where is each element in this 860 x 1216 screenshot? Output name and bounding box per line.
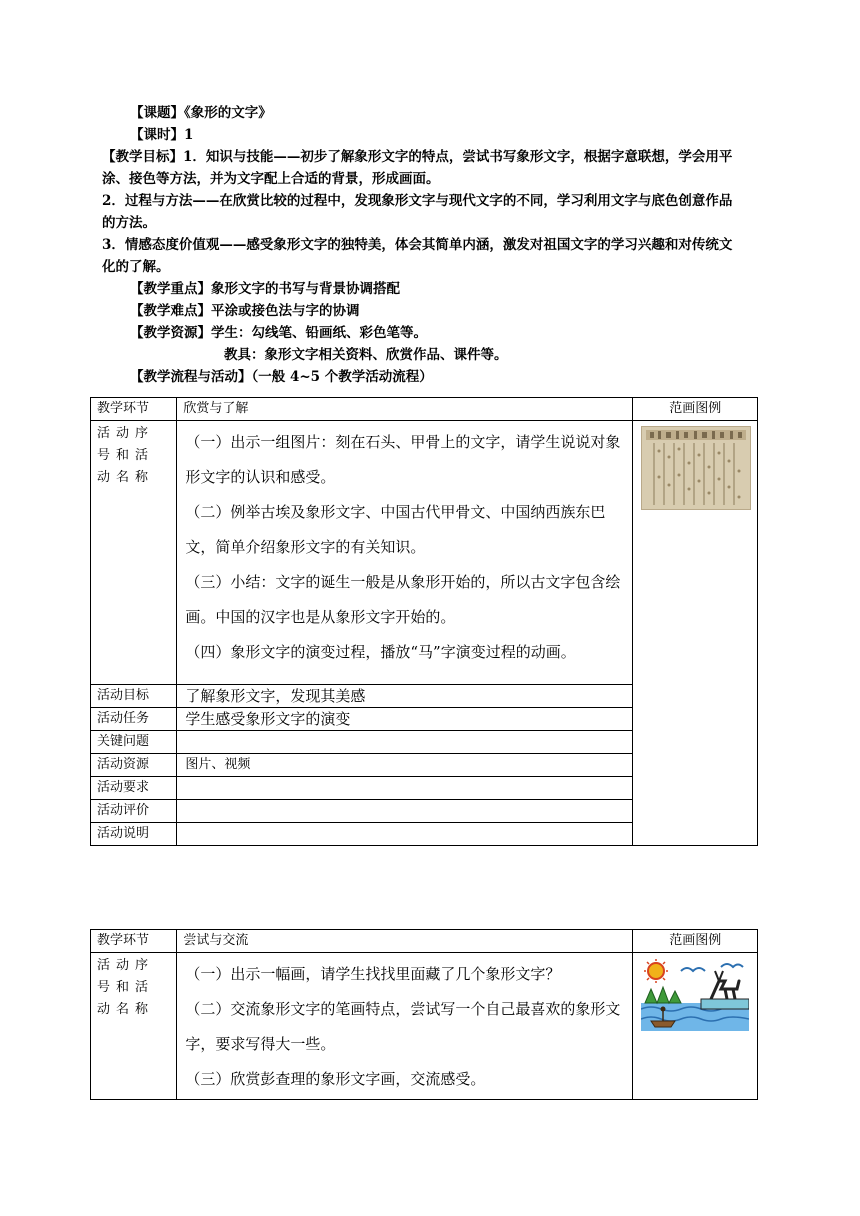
table-header-row xyxy=(91,930,758,953)
hieroglyph-example-image xyxy=(641,426,751,510)
row-value xyxy=(177,731,633,754)
activity-name-label: 活动序号和活动名称 xyxy=(91,953,177,1100)
table-header-row xyxy=(91,398,758,421)
row-value xyxy=(177,823,633,846)
example-cell xyxy=(633,421,758,846)
stage-content: 尝试与交流 xyxy=(177,930,633,953)
flow-title: 【教学流程与活动】（一般 4~5 个教学活动流程） xyxy=(130,369,433,385)
activity-steps xyxy=(177,421,633,685)
example-cell xyxy=(633,953,758,1100)
row-value xyxy=(177,800,633,823)
row-label: 活动资源 xyxy=(91,754,177,777)
list-item: （一）出示一组图片：刻在石头、甲骨上的文字，请学生说说对象形文字的认识和感受。 xyxy=(185,433,621,486)
list-item: （四）象形文字的演变过程，播放“马”字演变过程的动画。 xyxy=(185,643,576,661)
activity-steps xyxy=(177,953,633,1100)
list-item: （一）出示一幅画，请学生找找里面藏了几个象形文字？ xyxy=(185,965,561,983)
activity-table-1 xyxy=(90,397,758,846)
row-value: 图片、视频 xyxy=(177,754,633,777)
list-item: （二）例举古埃及象形文字、中国古代甲骨文、中国纳西族东巴文，简单介绍象形文字的有关知识。 xyxy=(185,503,606,556)
goal-knowledge: 【教学目标】1．知识与技能——初步了解象形文字的特点，尝试书写象形文字，根据字意联想，学会用平涂、接色等方法，并为文字配上合适的背景，形成画面。 xyxy=(102,149,733,187)
row-label: 活动说明 xyxy=(91,823,177,846)
lesson-period: 【课时】1 xyxy=(130,127,194,143)
stage-content: 欣赏与了解 xyxy=(177,398,633,421)
list-item: （三）小结：文字的诞生一般是从象形开始的，所以古文字包含绘画。中国的汉字也是从象形文字开始的。 xyxy=(185,573,621,626)
row-label: 活动评价 xyxy=(91,800,177,823)
goal-process: 2．过程与方法——在欣赏比较的过程中，发现象形文字与现代文字的不同，学习利用文字与底色创意作品的方法。 xyxy=(102,193,733,231)
row-label: 活动任务 xyxy=(91,708,177,731)
resources-teacher: 教具：象形文字相关资料、欣赏作品、课件等。 xyxy=(224,347,508,363)
row-value xyxy=(177,777,633,800)
activity-table-2 xyxy=(90,929,758,1100)
row-label: 活动要求 xyxy=(91,777,177,800)
row-value: 学生感受象形文字的演变 xyxy=(177,708,633,731)
activity-steps-row xyxy=(91,421,758,685)
pictograph-painting-drawing xyxy=(641,959,749,1031)
row-value: 了解象形文字，发现其美感 xyxy=(177,685,633,708)
pictograph-painting-image xyxy=(641,959,749,1031)
key-point: 【教学重点】象形文字的书写与背景协调搭配 xyxy=(130,281,400,297)
activity-steps-row xyxy=(91,953,758,1100)
list-item: （二）交流象形文字的笔画特点，尝试写一个自己最喜欢的象形文字，要求写得大一些。 xyxy=(185,1000,621,1053)
stage-header: 教学环节 xyxy=(91,930,177,953)
hieroglyph-papyrus-drawing xyxy=(642,427,750,509)
row-label: 关键问题 xyxy=(91,731,177,754)
resources-student: 【教学资源】学生：勾线笔、铅画纸、彩色笔等。 xyxy=(130,325,427,341)
lesson-topic: 【课题】《象形的文字》 xyxy=(130,105,272,121)
example-header: 范画图例 xyxy=(633,398,758,421)
list-item: （三）欣赏彭查理的象形文字画，交流感受。 xyxy=(185,1070,486,1088)
lesson-header xyxy=(102,102,750,388)
row-label: 活动目标 xyxy=(91,685,177,708)
example-header: 范画图例 xyxy=(633,930,758,953)
activity-name-label: 活动序号和活动名称 xyxy=(91,421,177,685)
goal-emotion: 3．情感态度价值观——感受象形文字的独特美，体会其简单内涵，激发对祖国文字的学习兴趣和对传统文化的了解。 xyxy=(102,237,733,275)
difficulty: 【教学难点】平涂或接色法与字的协调 xyxy=(130,303,360,319)
stage-header: 教学环节 xyxy=(91,398,177,421)
